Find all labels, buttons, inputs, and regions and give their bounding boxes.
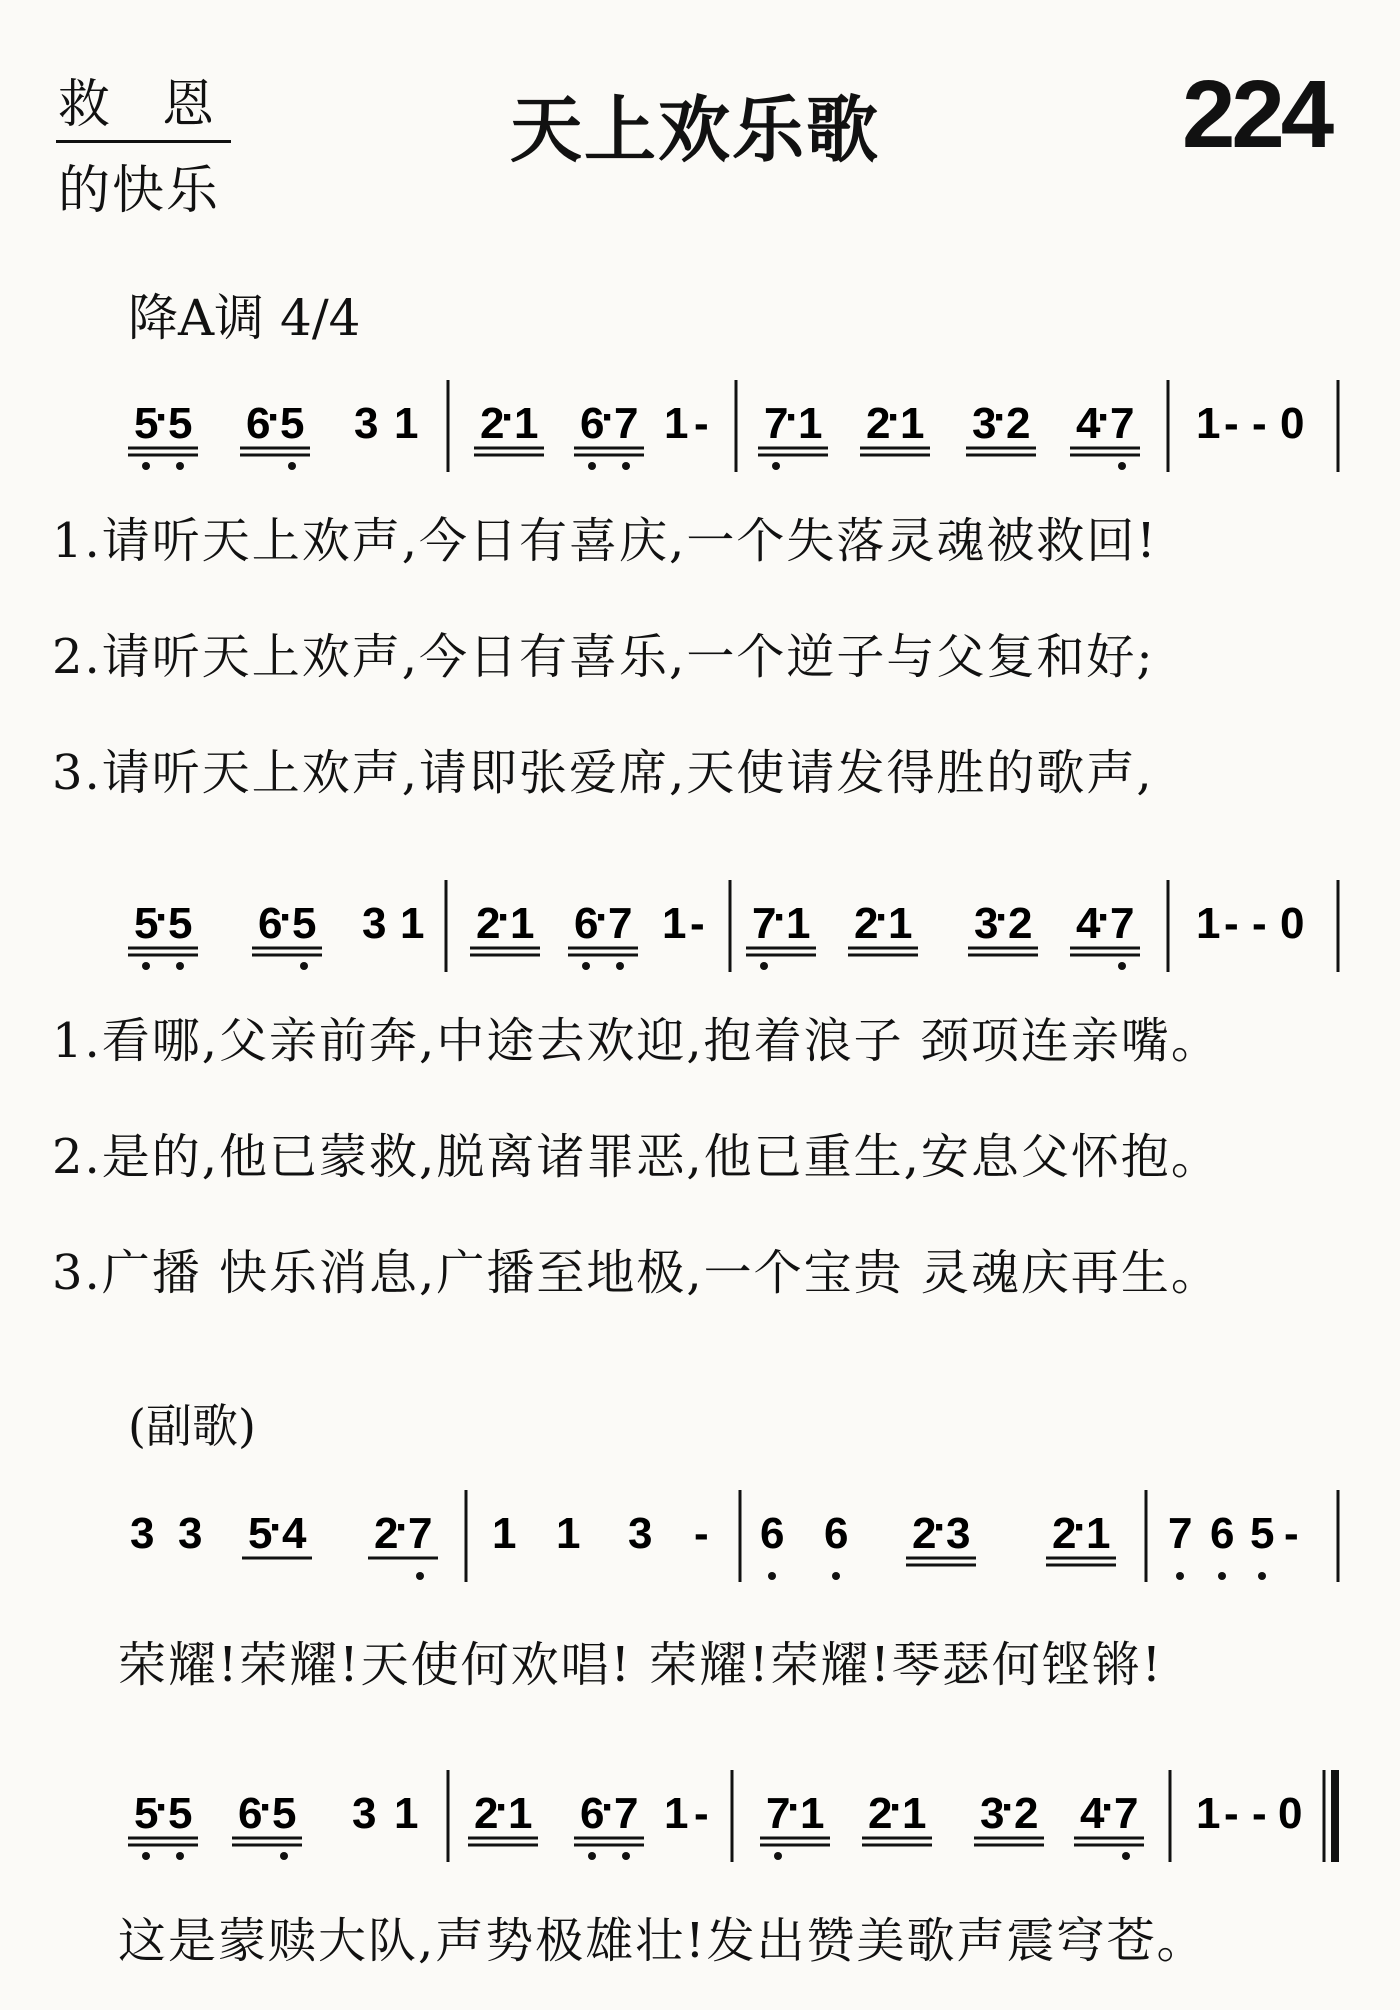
svg-text:·: · [787, 1783, 802, 1832]
svg-text:1: 1 [888, 899, 913, 948]
svg-text:7: 7 [752, 899, 777, 948]
svg-text:2: 2 [868, 1789, 893, 1838]
category-label-bottom: 的快乐 [58, 161, 221, 221]
svg-text:1: 1 [800, 1789, 825, 1838]
svg-text:3: 3 [178, 1509, 203, 1558]
svg-text:1: 1 [508, 1789, 533, 1838]
svg-text:1: 1 [400, 899, 425, 948]
svg-text:7: 7 [614, 1789, 639, 1838]
svg-text:3: 3 [972, 399, 997, 448]
svg-text:·: · [501, 393, 516, 442]
svg-text:7: 7 [408, 1509, 433, 1558]
svg-text:·: · [993, 393, 1008, 442]
svg-text:3: 3 [130, 1509, 155, 1558]
hymn-number: 224 [1182, 61, 1331, 168]
svg-text:·: · [395, 1503, 410, 1552]
svg-text:1: 1 [492, 1509, 517, 1558]
svg-text:·: · [773, 893, 788, 942]
svg-text:·: · [995, 893, 1010, 942]
svg-text:-: - [690, 899, 705, 948]
svg-text:1: 1 [1196, 399, 1221, 448]
svg-text:-: - [1224, 399, 1239, 448]
svg-text:5: 5 [292, 899, 317, 948]
svg-text:6: 6 [258, 899, 283, 948]
svg-text:4: 4 [1076, 899, 1101, 948]
svg-text:2: 2 [480, 399, 505, 448]
svg-text:1: 1 [786, 899, 811, 948]
svg-text:-: - [1284, 1509, 1299, 1558]
svg-text:·: · [1073, 1503, 1088, 1552]
svg-text:0: 0 [1280, 899, 1305, 948]
svg-text:·: · [875, 893, 890, 942]
svg-text:1: 1 [798, 399, 823, 448]
svg-text:5: 5 [168, 399, 193, 448]
key-signature: 降A调 4/4 [128, 289, 361, 347]
svg-text:7: 7 [1110, 899, 1135, 948]
notation-line-1 [128, 380, 1343, 490]
svg-text:·: · [495, 1783, 510, 1832]
verse-2-line-2: 2.是的,他已蒙救,脱离诸罪恶,他已重生,安息父怀抱。 [52, 1129, 1221, 1185]
svg-text:5: 5 [280, 399, 305, 448]
svg-text:·: · [259, 1783, 274, 1832]
svg-text:·: · [887, 393, 902, 442]
svg-text:3: 3 [980, 1789, 1005, 1838]
svg-text:0: 0 [1278, 1789, 1303, 1838]
svg-text:·: · [601, 1783, 616, 1832]
svg-text:·: · [1097, 893, 1112, 942]
svg-text:1: 1 [664, 1789, 689, 1838]
notation-line-2 [128, 880, 1343, 990]
svg-text:·: · [1097, 393, 1112, 442]
svg-text:·: · [155, 893, 170, 942]
svg-text:2: 2 [1008, 899, 1033, 948]
chorus-label: (副歌) [128, 1399, 256, 1453]
svg-text:5: 5 [168, 899, 193, 948]
svg-text:·: · [269, 1503, 284, 1552]
svg-text:5: 5 [248, 1509, 273, 1558]
verse-1-line-1: 1.请听天上欢声,今日有喜庆,一个失落灵魂被救回! [52, 513, 1158, 569]
svg-text:6: 6 [574, 899, 599, 948]
svg-text:5: 5 [272, 1789, 297, 1838]
svg-text:-: - [1252, 1789, 1267, 1838]
svg-text:-: - [694, 1509, 709, 1558]
svg-text:·: · [601, 393, 616, 442]
svg-text:5: 5 [134, 1789, 159, 1838]
chorus-line-2: 这是蒙赎大队,声势极雄壮!发出赞美歌声震穹苍。 [118, 1913, 1207, 1969]
svg-text:6: 6 [580, 1789, 605, 1838]
svg-text:1: 1 [394, 1789, 419, 1838]
svg-text:·: · [267, 393, 282, 442]
svg-text:4: 4 [1080, 1789, 1105, 1838]
verse-3-line-1: 3.请听天上欢声,请即张爱席,天使请发得胜的歌声, [52, 745, 1154, 801]
svg-text:·: · [595, 893, 610, 942]
verse-1-line-2: 1.看哪,父亲前奔,中途去欢迎,抱着浪子 颈项连亲嘴。 [52, 1013, 1221, 1069]
svg-text:2: 2 [476, 899, 501, 948]
svg-text:·: · [155, 393, 170, 442]
svg-text:-: - [1224, 1789, 1239, 1838]
notation-line-3 [128, 1490, 1343, 1600]
svg-text:·: · [497, 893, 512, 942]
svg-text:1: 1 [510, 899, 535, 948]
svg-text:7: 7 [766, 1789, 791, 1838]
svg-text:3: 3 [946, 1509, 971, 1558]
notation-line-1-notes [134, 393, 1304, 448]
svg-text:6: 6 [1210, 1509, 1235, 1558]
svg-text:5: 5 [1250, 1509, 1275, 1558]
notation-line-4 [128, 1770, 1343, 1880]
svg-text:7: 7 [1114, 1789, 1139, 1838]
svg-text:7: 7 [764, 399, 789, 448]
svg-text:3: 3 [352, 1789, 377, 1838]
svg-text:3: 3 [354, 399, 379, 448]
notation-line-3-notes [130, 1503, 1299, 1558]
svg-text:5: 5 [134, 399, 159, 448]
svg-text:1: 1 [1196, 1789, 1221, 1838]
svg-text:·: · [785, 393, 800, 442]
svg-text:·: · [889, 1783, 904, 1832]
svg-text:1: 1 [900, 399, 925, 448]
svg-text:·: · [933, 1503, 948, 1552]
svg-text:2: 2 [1006, 399, 1031, 448]
svg-text:7: 7 [608, 899, 633, 948]
category-label-top: 救恩 [58, 75, 267, 135]
svg-text:1: 1 [556, 1509, 581, 1558]
svg-text:1: 1 [1196, 899, 1221, 948]
svg-text:2: 2 [1014, 1789, 1039, 1838]
svg-text:6: 6 [238, 1789, 263, 1838]
svg-text:0: 0 [1280, 399, 1305, 448]
verse-3-line-2: 3.广播 快乐消息,广播至地极,一个宝贵 灵魂庆再生。 [52, 1245, 1221, 1301]
svg-text:7: 7 [614, 399, 639, 448]
svg-text:-: - [1224, 899, 1239, 948]
notation-line-2-notes [134, 893, 1304, 948]
svg-text:4: 4 [282, 1509, 307, 1558]
svg-text:2: 2 [1052, 1509, 1077, 1558]
svg-text:2: 2 [474, 1789, 499, 1838]
category-divider [56, 140, 231, 143]
svg-text:3: 3 [974, 899, 999, 948]
svg-text:5: 5 [168, 1789, 193, 1838]
svg-text:6: 6 [760, 1509, 785, 1558]
svg-text:-: - [694, 1789, 709, 1838]
svg-text:·: · [1001, 1783, 1016, 1832]
svg-text:4: 4 [1076, 399, 1101, 448]
svg-text:5: 5 [134, 899, 159, 948]
svg-text:7: 7 [1168, 1509, 1193, 1558]
hymn-title: 天上欢乐歌 [510, 88, 881, 172]
svg-text:1: 1 [514, 399, 539, 448]
chorus-line-1: 荣耀!荣耀!天使何欢唱! 荣耀!荣耀!琴瑟何铿锵! [118, 1637, 1163, 1693]
svg-text:2: 2 [374, 1509, 399, 1558]
svg-text:1: 1 [664, 399, 689, 448]
svg-text:3: 3 [362, 899, 387, 948]
svg-text:-: - [1252, 899, 1267, 948]
svg-text:2: 2 [866, 399, 891, 448]
notation-line-4-notes [134, 1783, 1302, 1838]
svg-text:·: · [155, 1783, 170, 1832]
svg-text:3: 3 [628, 1509, 653, 1558]
verse-2-line-1: 2.请听天上欢声,今日有喜乐,一个逆子与父复和好; [52, 629, 1155, 685]
svg-text:1: 1 [1086, 1509, 1111, 1558]
svg-text:1: 1 [394, 399, 419, 448]
svg-text:2: 2 [854, 899, 879, 948]
svg-text:-: - [1252, 399, 1267, 448]
svg-text:1: 1 [662, 899, 687, 948]
svg-text:2: 2 [912, 1509, 937, 1558]
svg-text:6: 6 [824, 1509, 849, 1558]
svg-text:7: 7 [1110, 399, 1135, 448]
svg-text:6: 6 [246, 399, 271, 448]
svg-text:1: 1 [902, 1789, 927, 1838]
svg-text:·: · [1101, 1783, 1116, 1832]
svg-text:6: 6 [580, 399, 605, 448]
svg-text:·: · [279, 893, 294, 942]
svg-text:-: - [694, 399, 709, 448]
